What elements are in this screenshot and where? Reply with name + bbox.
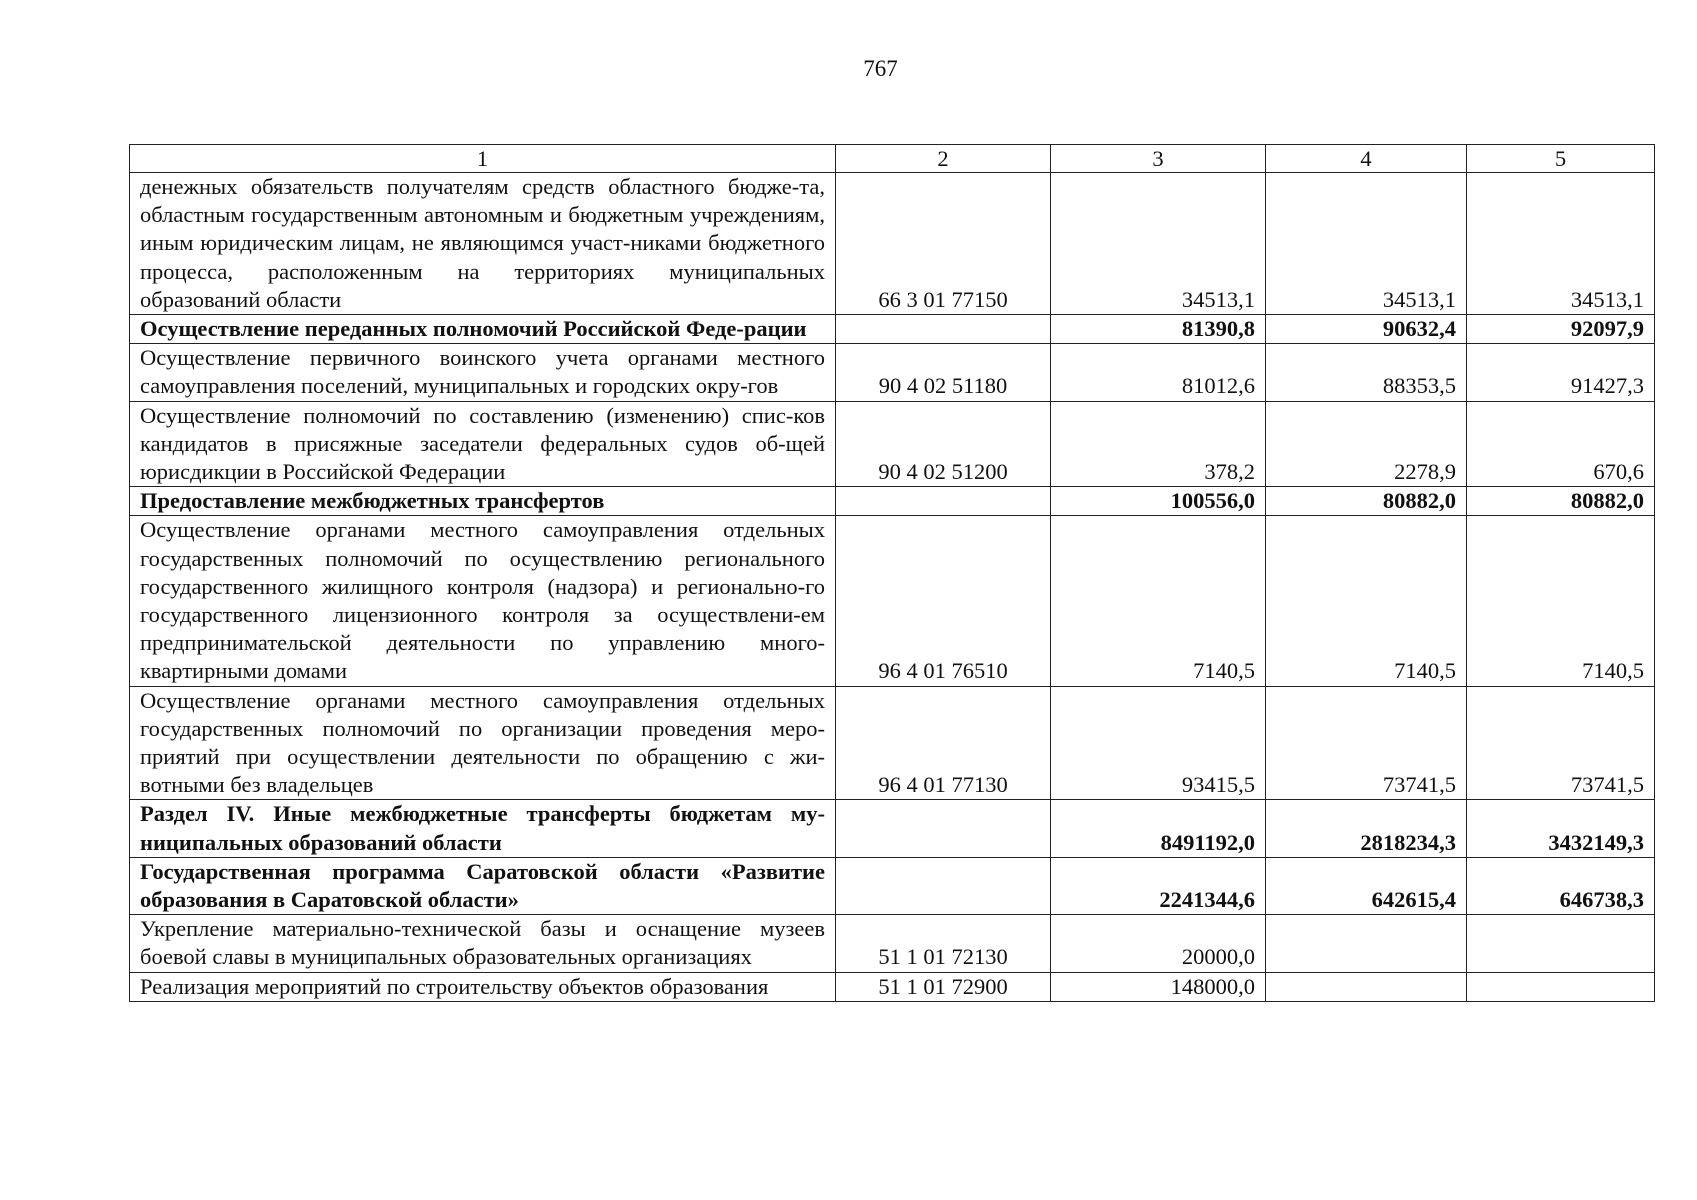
column-header-5: 5 [1467, 145, 1655, 173]
row-name-cell: Укрепление материально-технической базы и оснащение музеев боевой славы в муниципальных образовательных организациях [130, 915, 836, 972]
row-value-col3: 81390,8 [1051, 315, 1266, 344]
table-row [130, 401, 1655, 487]
row-name-cell: Осуществление полномочий по составлению (изменению) спис-ков кандидатов в присяжные заседатели федеральных судов об-щей юрисдикции в Российской Федерации [130, 401, 836, 487]
row-code-cell: 96 4 01 77130 [836, 686, 1051, 800]
page-number: 767 [863, 56, 898, 81]
row-value-col4: 34513,1 [1266, 173, 1467, 315]
budget-table [129, 144, 1655, 1002]
row-value-col3: 8491192,0 [1051, 800, 1266, 857]
row-value-col3: 81012,6 [1051, 344, 1266, 401]
row-code-cell: 66 3 01 77150 [836, 173, 1051, 315]
row-name-cell: Осуществление первичного воинского учета органами местного самоуправления поселений, муниципальных и городских окру-гов [130, 344, 836, 401]
column-header-1: 1 [130, 145, 836, 173]
row-code-cell: 90 4 02 51200 [836, 401, 1051, 487]
row-value-col3: 378,2 [1051, 401, 1266, 487]
row-code-cell: 96 4 01 76510 [836, 516, 1051, 686]
row-value-col5: 80882,0 [1467, 487, 1655, 516]
row-value-col3: 34513,1 [1051, 173, 1266, 315]
row-name-cell: Государственная программа Саратовской области «Развитие образования в Саратовской области» [130, 857, 836, 914]
row-code-cell: 51 1 01 72900 [836, 972, 1051, 1001]
row-value-col5: 92097,9 [1467, 315, 1655, 344]
row-value-col4: 90632,4 [1266, 315, 1467, 344]
table-row [130, 516, 1655, 686]
table-row [130, 173, 1655, 315]
row-code-cell [836, 800, 1051, 857]
row-value-col3: 7140,5 [1051, 516, 1266, 686]
column-header-3: 3 [1051, 145, 1266, 173]
table-row [130, 800, 1655, 857]
row-value-col5: 3432149,3 [1467, 800, 1655, 857]
row-value-col4: 88353,5 [1266, 344, 1467, 401]
row-value-col3: 20000,0 [1051, 915, 1266, 972]
row-value-col4: 2278,9 [1266, 401, 1467, 487]
row-value-col3: 100556,0 [1051, 487, 1266, 516]
row-value-col3: 148000,0 [1051, 972, 1266, 1001]
row-value-col5: 7140,5 [1467, 516, 1655, 686]
row-value-col5: 670,6 [1467, 401, 1655, 487]
table-row [130, 972, 1655, 1001]
row-name-cell: Осуществление органами местного самоуправления отдельных государственных полномочий по организации проведения меро-приятий при осуществлении деятельности по обращению с жи-вотными без владельцев [130, 686, 836, 800]
row-code-cell [836, 857, 1051, 914]
row-value-col4 [1266, 972, 1467, 1001]
row-name-cell: денежных обязательств получателям средств областного бюдже-та, областным государственным автономным и бюджетным учреждениям, иным юридическим лицам, не являющимся участ-никами бюджетного процесса, расположенным на территориях муниципальных образований области [130, 173, 836, 315]
table-body [130, 173, 1655, 1002]
row-name-cell: Осуществление органами местного самоуправления отдельных государственных полномочий по осуществлению регионального государственного жилищного контроля (надзора) и регионально-го государственного лицензионного контроля за осуществлени-ем предпринимательской деятельности по управлению много-квартирными домами [130, 516, 836, 686]
row-code-cell: 51 1 01 72130 [836, 915, 1051, 972]
row-name-cell: Предоставление межбюджетных трансфертов [130, 487, 836, 516]
table-row [130, 344, 1655, 401]
row-value-col5 [1467, 915, 1655, 972]
table-row [130, 487, 1655, 516]
table-header [130, 145, 1655, 173]
row-value-col3: 2241344,6 [1051, 857, 1266, 914]
row-value-col4: 642615,4 [1266, 857, 1467, 914]
row-value-col4: 2818234,3 [1266, 800, 1467, 857]
row-code-cell [836, 487, 1051, 516]
row-value-col3: 93415,5 [1051, 686, 1266, 800]
row-value-col5: 91427,3 [1467, 344, 1655, 401]
row-value-col5: 34513,1 [1467, 173, 1655, 315]
table-row [130, 315, 1655, 344]
row-code-cell: 90 4 02 51180 [836, 344, 1051, 401]
row-value-col5: 73741,5 [1467, 686, 1655, 800]
row-code-cell [836, 315, 1051, 344]
row-value-col4 [1266, 915, 1467, 972]
column-header-2: 2 [836, 145, 1051, 173]
row-value-col5 [1467, 972, 1655, 1001]
column-header-4: 4 [1266, 145, 1467, 173]
table-row [130, 915, 1655, 972]
row-value-col5: 646738,3 [1467, 857, 1655, 914]
table-row [130, 857, 1655, 914]
row-value-col4: 73741,5 [1266, 686, 1467, 800]
row-name-cell: Осуществление переданных полномочий Российской Феде-рации [130, 315, 836, 344]
row-name-cell: Реализация мероприятий по строительству объектов образования [130, 972, 836, 1001]
row-name-cell: Раздел IV. Иные межбюджетные трансферты бюджетам му-ниципальных образований области [130, 800, 836, 857]
header-row [130, 145, 1655, 173]
row-value-col4: 7140,5 [1266, 516, 1467, 686]
row-value-col4: 80882,0 [1266, 487, 1467, 516]
table-row [130, 686, 1655, 800]
